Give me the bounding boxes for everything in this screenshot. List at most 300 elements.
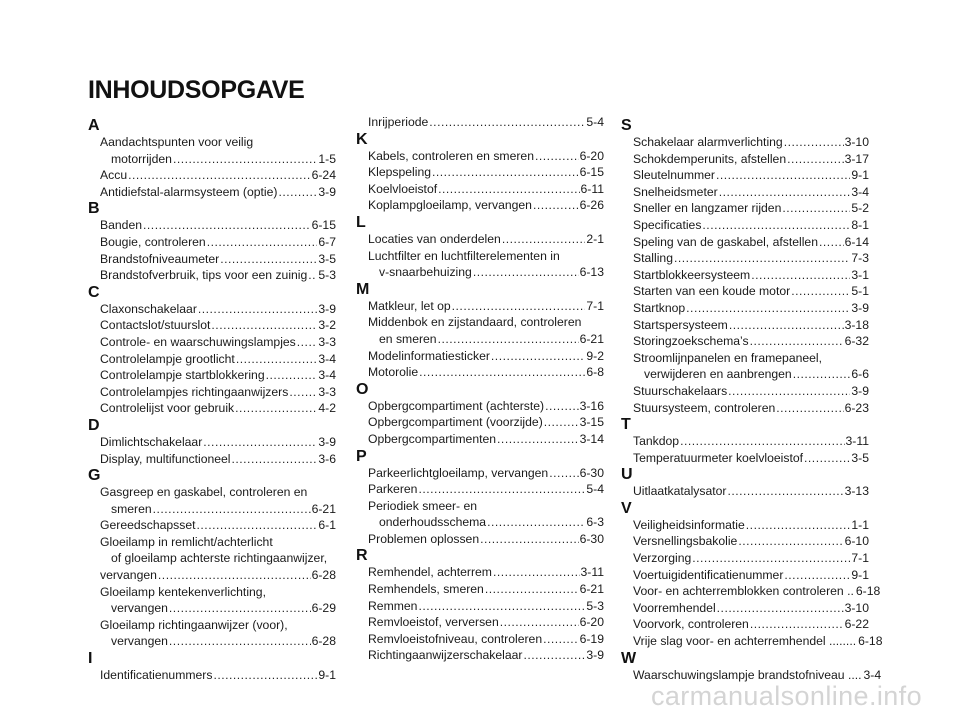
page-number: 3-4	[318, 351, 336, 366]
index-entry	[88, 217, 336, 234]
entry-title: Schokdemperunits, afstellen	[633, 151, 787, 166]
page-number: 3-13	[844, 484, 869, 499]
entry-title: Parkeren	[368, 482, 418, 497]
entry-title: Controlelijst voor gebruik	[100, 401, 235, 416]
index-entry	[621, 267, 869, 284]
page-number: 6-29	[311, 601, 336, 616]
page-number: 6-19	[579, 631, 604, 646]
entry-title: Veiligheidsinformatie	[633, 517, 745, 532]
index-entry	[621, 400, 869, 417]
index-entry	[88, 267, 336, 284]
entry-title: motorrijden	[111, 151, 172, 166]
index-entry	[356, 248, 604, 281]
index-column-1	[88, 117, 336, 684]
page-number: 3-14	[579, 431, 604, 446]
entry-title: Startblokkeersysteem	[633, 267, 751, 282]
index-entry	[88, 251, 336, 268]
leader-dots	[782, 200, 850, 217]
leader-dots	[717, 600, 844, 617]
leader-dots	[719, 184, 851, 201]
index-entry	[621, 134, 869, 151]
page-number: 7-3	[851, 251, 869, 266]
page-number: 6-24	[311, 168, 336, 183]
page-number: 9-2	[586, 348, 604, 363]
leader-dots	[674, 250, 850, 267]
entry-title: Versnellingsbakolie	[633, 534, 738, 549]
entry-title: Sneller en langzamer rijden	[633, 201, 782, 216]
leader-dots	[197, 517, 318, 534]
index-entry	[356, 348, 604, 365]
leader-dots	[438, 331, 579, 348]
page-number: 6-6	[851, 367, 869, 382]
index-entry	[621, 184, 869, 201]
leader-dots	[750, 333, 844, 350]
page-number: 6-30	[579, 531, 604, 546]
index-entry	[621, 583, 881, 600]
leader-dots	[235, 400, 317, 417]
section-letter: B	[88, 200, 100, 218]
section-letter: V	[621, 499, 632, 517]
entry-text-line: Luchtfilter en luchtfilterelementen in	[368, 248, 560, 263]
leader-dots	[692, 550, 850, 567]
page-number: 6-22	[844, 617, 869, 632]
entry-title: verwijderen en aanbrengen	[644, 367, 792, 382]
index-entry	[88, 234, 336, 251]
leader-dots	[500, 614, 579, 631]
index-entry	[621, 333, 869, 350]
leader-dots	[497, 431, 579, 448]
entry-title: Controlelampje startblokkering	[100, 368, 265, 383]
entry-title: Controlelampje grootlicht	[100, 351, 235, 366]
page-number: 6-18	[858, 634, 883, 649]
leader-dots	[143, 217, 311, 234]
entry-title: Kabels, controleren en smeren	[368, 148, 534, 163]
leader-dots	[128, 167, 310, 184]
page-number: 6-8	[586, 365, 604, 380]
index-column-2	[356, 114, 604, 664]
page-number: 4-2	[318, 401, 336, 416]
entry-title: Starten van een koude motor	[633, 284, 791, 299]
entry-title: Waarschuwingslampje brandstofniveau ....	[633, 667, 862, 682]
leader-dots	[533, 197, 579, 214]
entry-title: Motorolie	[368, 365, 419, 380]
index-entry	[88, 351, 336, 368]
leader-dots	[784, 134, 844, 151]
leader-dots	[418, 481, 585, 498]
page-number: 3-9	[586, 648, 604, 663]
entry-title: Brandstofverbruik, tips voor een zuinig	[100, 268, 308, 283]
index-entry	[88, 584, 336, 617]
page-number: 5-1	[851, 284, 869, 299]
entry-title: Remvloeistof, verversen	[368, 615, 499, 630]
watermark: carmanualsonline.info	[650, 681, 922, 711]
page-number: 5-3	[318, 268, 336, 283]
index-entry	[356, 414, 604, 431]
section-letter: P	[356, 447, 367, 465]
index-entry	[88, 451, 336, 468]
page-number: 6-1	[318, 518, 336, 533]
entry-text-line: Stroomlijnpanelen en framepaneel,	[633, 350, 823, 365]
page-number: 6-21	[579, 582, 604, 597]
leader-dots	[173, 151, 317, 168]
index-entry	[621, 317, 869, 334]
page-title: INHOUDSOPGAVE	[88, 76, 305, 104]
entry-title: Modelinformatiesticker	[368, 348, 490, 363]
entry-title: vervangen	[111, 634, 168, 649]
leader-dots	[419, 364, 585, 381]
index-entry	[621, 567, 869, 584]
section-letter: G	[88, 467, 101, 485]
section-letter: A	[88, 117, 100, 134]
page-number: 1-5	[318, 151, 336, 166]
section-letter: L	[356, 213, 366, 231]
leader-dots	[236, 351, 318, 368]
entry-title: Problemen oplossen	[368, 531, 480, 546]
entry-title: Controlelampjes richtingaanwijzers	[100, 384, 289, 399]
index-entry	[621, 633, 883, 650]
entry-title: Tankdop	[633, 434, 680, 449]
index-entry	[356, 614, 604, 631]
index-entry	[88, 317, 336, 334]
leader-dots	[523, 647, 585, 664]
index-entry	[356, 164, 604, 181]
entry-title: Schakelaar alarmverlichting	[633, 135, 783, 149]
index-entry	[356, 314, 604, 347]
entry-title: Antidiefstal-alarmsysteem (optie)	[100, 184, 278, 199]
entry-title: Startspersysteem	[633, 317, 728, 332]
page-number: 6-11	[580, 181, 604, 196]
index-entry	[356, 181, 604, 198]
page-number: 6-21	[579, 331, 604, 346]
page-number: 3-16	[579, 398, 604, 413]
entry-text-line: Middenbok en zijstandaard, controleren	[368, 315, 582, 330]
entry-title: Display, multifunctioneel	[100, 451, 231, 466]
entry-title: Dimlichtschakelaar	[100, 434, 203, 449]
leader-dots	[220, 251, 317, 268]
index-entry	[88, 301, 336, 318]
entry-title: Controle- en waarschuwingslampjes	[100, 334, 296, 349]
entry-title: en smeren	[379, 331, 437, 346]
leader-dots	[278, 184, 317, 201]
page-number: 6-30	[579, 465, 604, 480]
index-entry	[621, 533, 869, 550]
entry-title: Voor- en achterremblokken controleren ..	[633, 584, 854, 599]
leader-dots	[716, 167, 850, 184]
index-entry	[356, 298, 604, 315]
entry-text-line: Gloeilamp kentekenverlichting,	[100, 584, 266, 599]
index-entry	[356, 647, 604, 664]
index-entry	[88, 434, 336, 451]
leader-dots	[686, 300, 850, 317]
page-number: 3-9	[318, 301, 336, 316]
leader-dots	[289, 384, 317, 401]
entry-title: Accu	[100, 168, 128, 183]
entry-title: Parkeerlichtgloeilamp, vervangen	[368, 465, 549, 480]
leader-dots	[750, 616, 844, 633]
page-number: 9-1	[318, 668, 336, 683]
index-entry	[621, 217, 869, 234]
page-number: 3-10	[844, 600, 869, 615]
entry-text-line: Gloeilamp richtingaanwijzer (voor),	[100, 617, 288, 632]
leader-dots	[169, 633, 311, 650]
index-entry	[621, 283, 869, 300]
entry-title: Gereedschapsset	[100, 518, 196, 533]
index-entry	[621, 383, 869, 400]
entry-text-line: Aandachtspunten voor veilig	[100, 135, 254, 149]
entry-title: Stalling	[633, 251, 673, 266]
leader-dots	[485, 581, 579, 598]
page-number: 3-5	[851, 450, 869, 465]
leader-dots	[819, 234, 844, 251]
entry-title: vervangen	[111, 601, 168, 616]
leader-dots	[418, 598, 585, 615]
leader-dots	[791, 283, 850, 300]
index-entry	[621, 200, 869, 217]
leader-dots	[493, 564, 580, 581]
leader-dots	[728, 383, 850, 400]
leader-dots	[158, 567, 311, 584]
index-entry	[88, 534, 336, 584]
entry-title: Banden	[100, 218, 143, 233]
leader-dots	[543, 631, 578, 648]
page-number: 3-3	[318, 334, 336, 349]
entry-title: Temperatuurmeter koelvloeistof	[633, 450, 804, 465]
leader-dots	[727, 483, 843, 500]
page-number: 6-32	[844, 334, 869, 349]
leader-dots	[535, 148, 579, 165]
page-number: 6-3	[586, 515, 604, 530]
entry-title: Remhendel, achterrem	[368, 565, 492, 580]
index-entry	[88, 667, 336, 684]
entry-title: Inrijperiode	[368, 115, 429, 129]
entry-title: Richtingaanwijzerschakelaar	[368, 648, 523, 663]
entry-title: Remmen	[368, 598, 418, 613]
index-entry	[356, 114, 604, 131]
leader-dots	[702, 217, 850, 234]
page-number: 6-10	[844, 534, 869, 549]
index-entry	[621, 151, 869, 168]
page-number: 8-1	[851, 217, 869, 232]
index-entry	[621, 300, 869, 317]
page-number: 3-4	[318, 368, 336, 383]
leader-dots	[487, 514, 585, 531]
page-number: 5-3	[586, 598, 604, 613]
index-entry	[88, 367, 336, 384]
leader-dots	[793, 366, 851, 383]
leader-dots	[746, 517, 851, 534]
page-number: 3-18	[844, 317, 869, 332]
leader-dots	[502, 231, 586, 248]
page-number: 6-7	[318, 234, 336, 249]
leader-dots	[804, 450, 850, 467]
entry-title: Koelvloeistof	[368, 181, 438, 196]
leader-dots	[213, 667, 317, 684]
page-number: 6-18	[855, 584, 881, 599]
leader-dots	[545, 398, 578, 415]
index-entry	[88, 517, 336, 534]
index-entry	[621, 616, 869, 633]
leader-dots	[232, 451, 318, 468]
leader-dots	[784, 567, 850, 584]
page-number: 3-9	[851, 383, 869, 398]
page-number: 3-6	[318, 451, 336, 466]
entry-title: Sleutelnummer	[633, 168, 715, 183]
entry-title: Locaties van onderdelen	[368, 231, 501, 246]
entry-title: Startknop	[633, 300, 686, 315]
section-letter: D	[88, 416, 100, 434]
page-number: 6-21	[311, 501, 336, 516]
index-entry	[356, 531, 604, 548]
index-entry	[621, 433, 869, 450]
page-number: 6-14	[844, 234, 869, 249]
index-column-3	[621, 117, 883, 683]
index-entry	[356, 465, 604, 482]
leader-dots	[480, 531, 578, 548]
leader-dots	[207, 234, 318, 251]
entry-title: Identificatienummers	[100, 668, 213, 683]
page-number: 3-11	[845, 434, 869, 449]
index-entry	[621, 517, 869, 534]
index-entry	[621, 600, 869, 617]
leader-dots	[297, 334, 318, 351]
index-entry	[621, 250, 869, 267]
page-number: 9-1	[851, 567, 869, 582]
page-number: 7-1	[851, 551, 869, 566]
entry-title: Specificaties	[633, 217, 702, 232]
entry-title: Claxonschakelaar	[100, 301, 197, 316]
page-number: 6-15	[311, 218, 336, 233]
entry-title: Verzorging	[633, 551, 692, 566]
entry-text-line: Gloeilamp in remlicht/achterlicht	[100, 534, 273, 549]
entry-title: Matkleur, let op	[368, 298, 451, 313]
leader-dots	[787, 151, 843, 168]
section-letter: I	[88, 650, 93, 668]
entry-title: Stuurschakelaars	[633, 383, 728, 398]
leader-dots	[729, 317, 844, 334]
leader-dots	[169, 600, 311, 617]
entry-title: Contactslot/stuurslot	[100, 318, 211, 333]
section-letter: W	[621, 649, 637, 667]
page-number: 3-2	[318, 318, 336, 333]
index-entry	[356, 631, 604, 648]
index-entry	[88, 617, 336, 650]
index-entry	[621, 550, 869, 567]
page-number: 6-28	[311, 634, 336, 649]
entry-title: Vrije slag voor- en achterremhendel ........	[633, 634, 857, 649]
entry-text-line: of gloeilamp achterste richtingaanwijzer,	[111, 551, 328, 566]
page-number: 5-4	[586, 482, 604, 497]
entry-title: Uitlaatkatalysator	[633, 484, 727, 499]
entry-text-line: Periodiek smeer- en	[368, 498, 478, 513]
entry-title: Remvloeistofniveau, controleren	[368, 631, 543, 646]
entry-title: onderhoudsschema	[379, 515, 487, 530]
entry-title: Bougie, controleren	[100, 234, 206, 249]
page-number: 6-20	[579, 615, 604, 630]
index-entry	[88, 167, 336, 184]
index-entry	[356, 364, 604, 381]
index-entry	[621, 234, 869, 251]
entry-title: Klepspeling	[368, 165, 432, 180]
index-entry	[88, 334, 336, 351]
entry-title: Voertuigidentificatienummer	[633, 567, 784, 582]
leader-dots	[680, 433, 844, 450]
index-entry	[88, 484, 336, 517]
entry-title: Speling van de gaskabel, afstellen	[633, 234, 818, 249]
page-number: 3-4	[851, 184, 869, 199]
page-number: 6-20	[579, 148, 604, 163]
leader-dots	[211, 317, 317, 334]
index-entry	[88, 400, 336, 417]
index-entry	[621, 167, 869, 184]
section-letter: S	[621, 117, 632, 134]
index-entry	[621, 450, 869, 467]
page-number: 3-15	[579, 415, 604, 430]
index-entry	[356, 197, 604, 214]
entry-title: Voorremhendel	[633, 600, 716, 615]
page-number: 1-1	[851, 517, 869, 532]
index-entry	[356, 231, 604, 248]
entry-title: Opbergcompartimenten	[368, 431, 497, 446]
page-number: 6-23	[844, 400, 869, 415]
section-letter: U	[621, 466, 633, 484]
index-entry	[356, 498, 604, 531]
leader-dots	[432, 164, 579, 181]
section-letter: K	[356, 130, 368, 148]
leader-dots	[544, 414, 579, 431]
leader-dots	[776, 400, 843, 417]
index-entry	[88, 134, 336, 167]
page-number: 3-9	[851, 300, 869, 315]
entry-title: Remhendels, smeren	[368, 582, 484, 597]
index-entry	[356, 481, 604, 498]
leader-dots	[266, 367, 318, 384]
leader-dots	[198, 301, 317, 318]
leader-dots	[473, 264, 579, 281]
page-number: 3-3	[318, 384, 336, 399]
index-entry	[88, 184, 336, 201]
page-number: 6-26	[579, 198, 604, 213]
section-letter: O	[356, 380, 369, 398]
page-number: 6-13	[579, 265, 604, 280]
section-letter: C	[88, 283, 100, 301]
page-number: 9-1	[851, 168, 869, 183]
leader-dots	[751, 267, 850, 284]
index-entry	[621, 350, 869, 383]
leader-dots	[153, 501, 311, 518]
index-entry	[356, 581, 604, 598]
index-entry	[356, 431, 604, 448]
leader-dots	[549, 465, 578, 482]
section-letter: T	[621, 416, 631, 434]
entry-title: Stuursysteem, controleren	[633, 400, 776, 415]
leader-dots	[738, 533, 843, 550]
page-number: 3-5	[318, 251, 336, 266]
entry-title: vervangen	[100, 568, 157, 583]
index-entry	[356, 398, 604, 415]
section-letter: R	[356, 547, 368, 565]
leader-dots	[452, 298, 586, 315]
page-number: 6-28	[311, 568, 336, 583]
entry-title: v-snaarbehuizing	[379, 265, 472, 280]
entry-title: Voorvork, controleren	[633, 617, 749, 632]
page-number: 2-1	[586, 231, 604, 246]
leader-dots	[438, 181, 579, 198]
entry-title: Storingzoekschema’s	[633, 334, 749, 349]
entry-title: Brandstofniveaumeter	[100, 251, 220, 266]
leader-dots	[491, 348, 585, 365]
entry-title: Opbergcompartiment (achterste)	[368, 398, 545, 413]
entry-title: Koplampgloeilamp, vervangen	[368, 198, 532, 213]
